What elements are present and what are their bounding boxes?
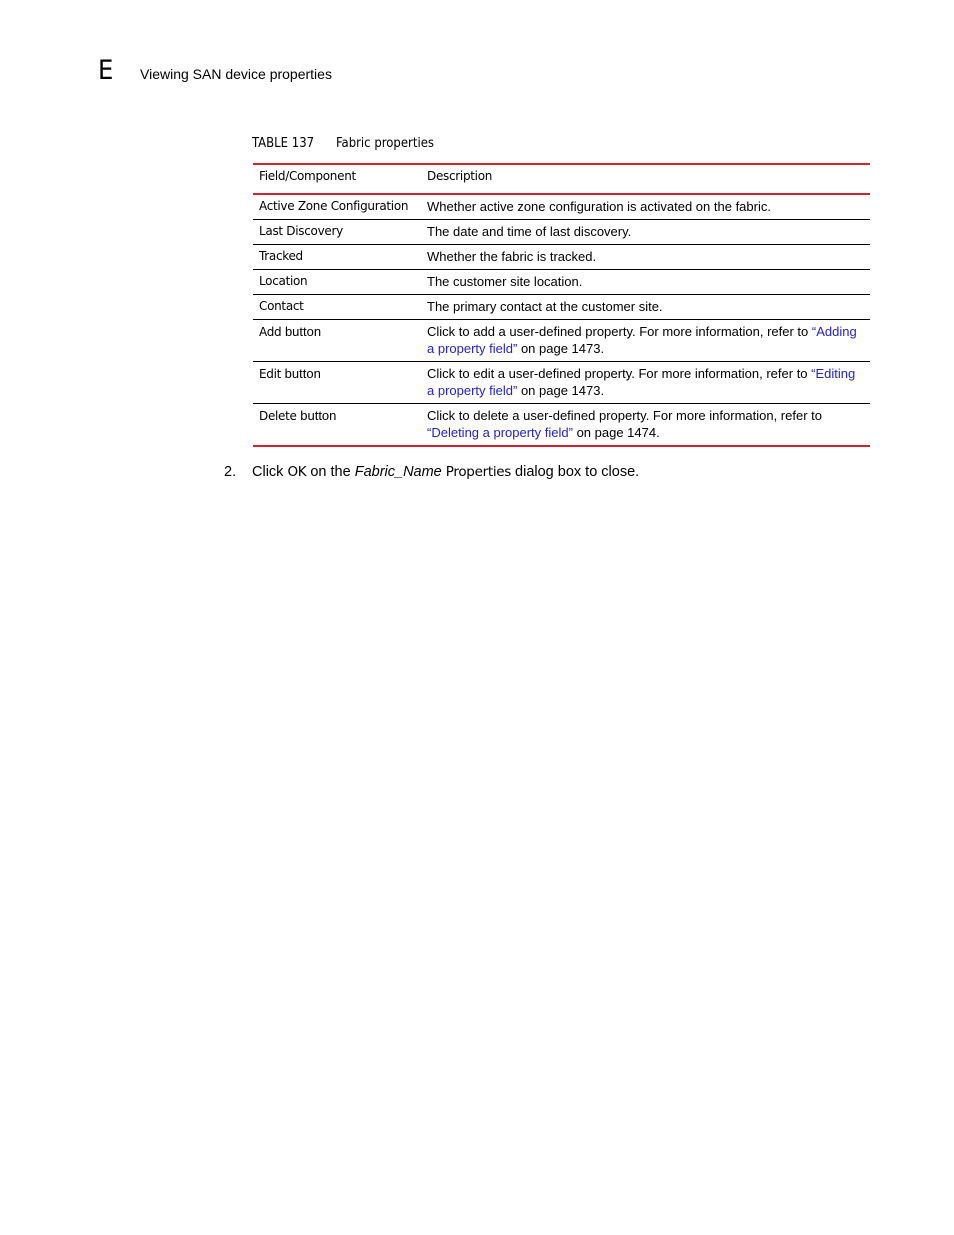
cross-reference-link[interactable]: “Editing a property field” [427, 366, 856, 398]
field-name: Location [259, 274, 308, 288]
step-text: on the [306, 464, 355, 480]
step-text: Click [252, 464, 288, 480]
properties-label: Properties [445, 464, 512, 480]
ok-label: OK [287, 464, 307, 480]
field-suffix: button [281, 324, 322, 339]
table-row [253, 220, 870, 245]
fabric-properties-table [253, 163, 870, 447]
field-name: Active Zone Configuration [259, 199, 409, 213]
table-row [253, 270, 870, 295]
table-row [253, 295, 870, 320]
field-description: The customer site location. [427, 274, 583, 289]
table-number: TABLE 137 [252, 136, 315, 151]
fabric-name-placeholder: Fabric_Name [354, 464, 442, 480]
field-description: Click to delete a user-defined property. For more information, refer to [427, 408, 822, 423]
table-row [253, 245, 870, 270]
field-description: The date and time of last discovery. [427, 224, 632, 239]
table-header-row [253, 164, 870, 194]
field-name: Delete [259, 409, 297, 423]
step-text: dialog box to close. [511, 464, 640, 480]
appendix-letter: E [98, 55, 114, 86]
field-description: The primary contact at the customer site. [427, 299, 663, 314]
field-description: Whether active zone configuration is activated on the fabric. [427, 199, 771, 214]
field-description: Whether the fabric is tracked. [427, 249, 597, 264]
table-row [253, 362, 870, 404]
table-row [253, 404, 870, 447]
field-name: Edit [259, 367, 282, 381]
field-description: Click to edit a user-defined property. For more information, refer to [427, 366, 812, 381]
column-header-field: Field/Component [253, 164, 421, 194]
page-reference: on page 1473. [517, 383, 605, 398]
field-name: Add [259, 325, 282, 339]
table-title: Fabric properties [336, 136, 434, 151]
field-suffix: button [281, 366, 321, 381]
column-header-description: Description [421, 164, 870, 194]
cross-reference-link[interactable]: “Deleting a property field” [427, 425, 573, 440]
field-name: Tracked [259, 249, 303, 263]
field-name: Last Discovery [259, 224, 343, 238]
table-caption [252, 135, 434, 153]
field-description: Click to add a user-defined property. For more information, refer to [427, 324, 812, 339]
table-row [253, 194, 870, 220]
cross-reference-link[interactable]: “Adding a property field” [427, 324, 857, 356]
step-number: 2. [224, 464, 237, 480]
field-name: Contact [259, 299, 304, 313]
page-reference: on page 1473. [517, 341, 605, 356]
section-title: Viewing SAN device properties [140, 66, 332, 82]
field-suffix: button [296, 408, 337, 423]
page-reference: on page 1474. [572, 425, 660, 440]
table-row [253, 320, 870, 362]
procedure-step [224, 462, 639, 482]
